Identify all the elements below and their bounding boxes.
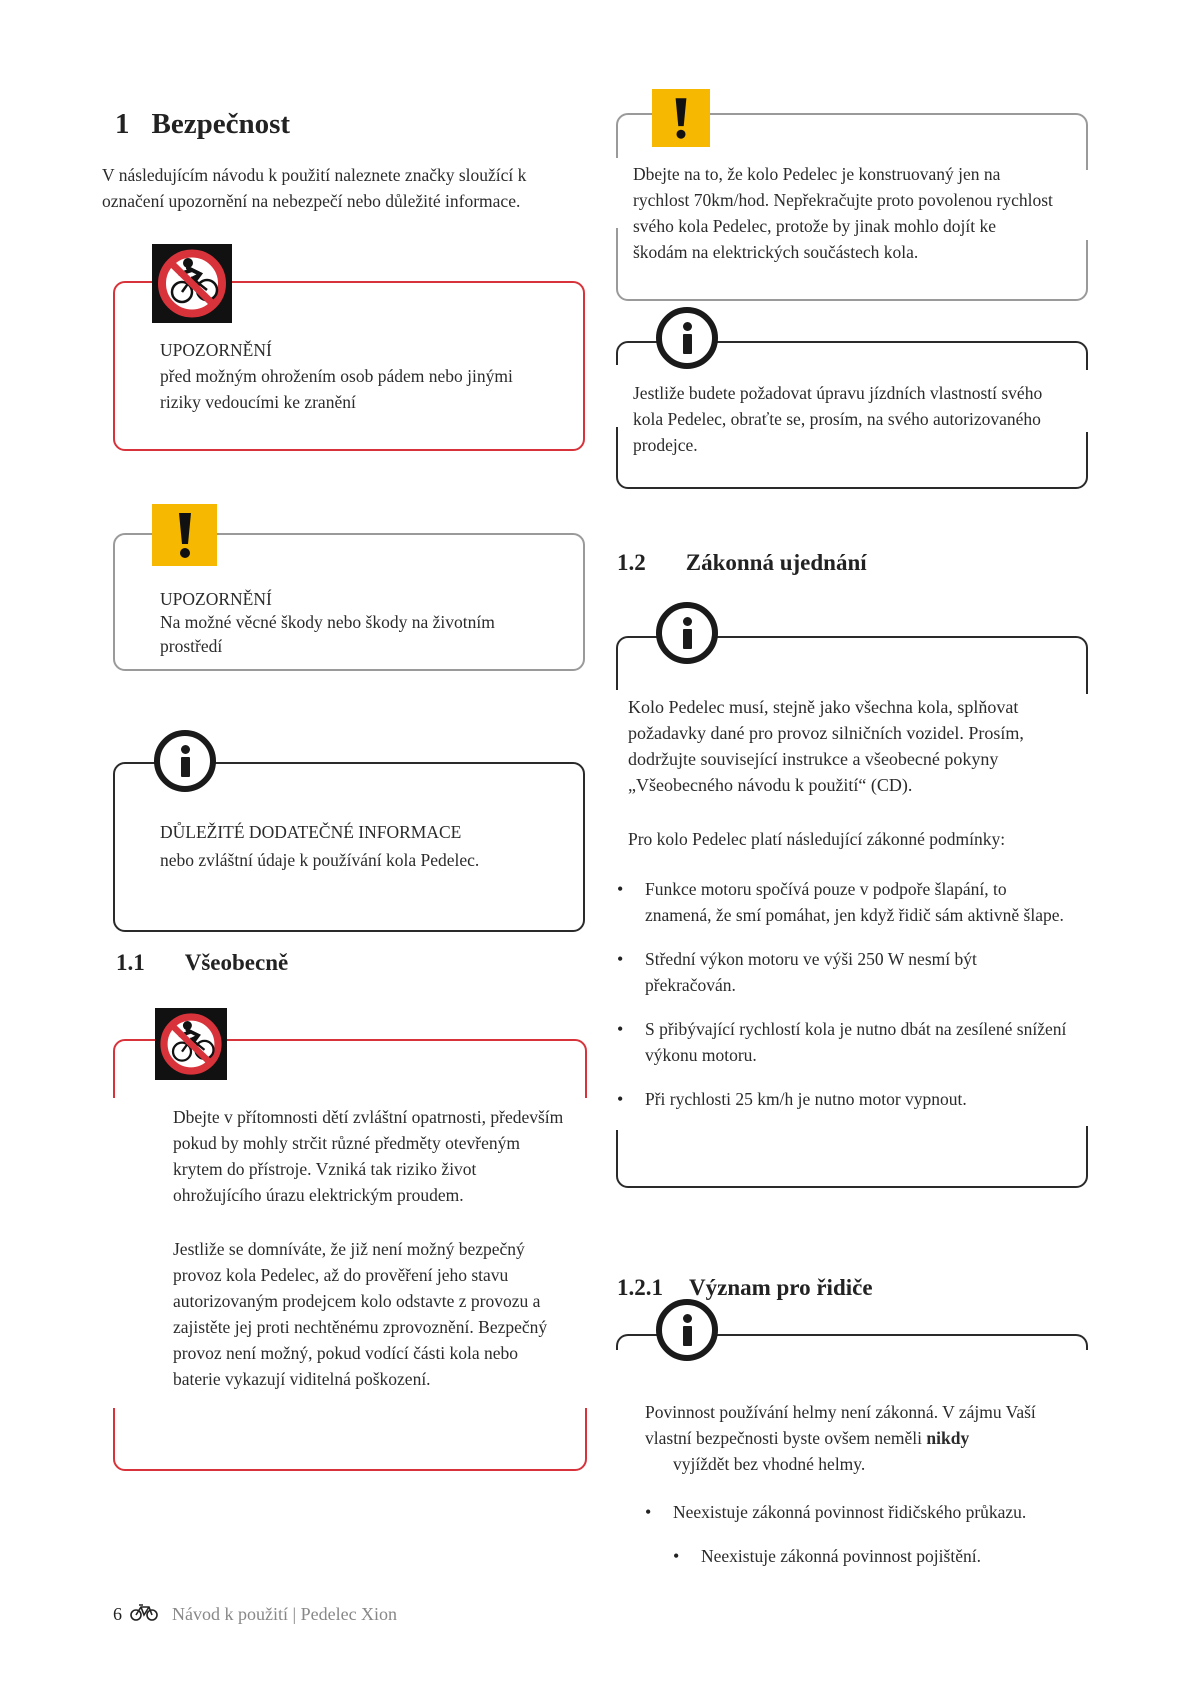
- driver-list-item: • Neexistuje zákonná povinnost řidičského průkazu.: [645, 1499, 1085, 1525]
- speed-box-text: Dbejte na to, že kolo Pedelec je konstruovaný jen na rychlost 70km/hod. Nepřekračujte proto povolenou rychlost svého kola Pedelec, protože by jinak mohlo dojít ke škodám na elektrických součástech kola.: [633, 164, 1053, 262]
- info-box-general-text: nebo zvláštní údaje k používání kola Pedelec.: [160, 850, 480, 870]
- legal-box-paragraph: Kolo Pedelec musí, stejně jako všechna kola, splňovat požadavky dané pro provoz silničních vozidel. Prosím, dodržujte související instrukce a všeobecné pokyny „Všeobecného návodu k použití“ (CD).: [628, 697, 1024, 795]
- legal-condition-item: • Při rychlosti 25 km/h je nutno motor vypnout.: [617, 1086, 1067, 1112]
- dealer-box-text: Jestliže budete požadovat úpravu jízdních vlastností svého kola Pedelec, obraťte se, prosím, na svého autorizovaného prodejce.: [633, 383, 1043, 455]
- footer-page-number: 6: [113, 1604, 122, 1624]
- section-1-intro: V následujícím návodu k použití naleznete značky sloužící k označení upozornění na nebezpečí nebo důležité informace.: [102, 165, 527, 211]
- driver-box-text-bold: nikdy: [926, 1428, 970, 1448]
- section-1-2-title: Zákonná ujednání: [685, 550, 867, 575]
- driver-list-item: • Neexistuje zákonná povinnost pojištění.: [673, 1543, 1085, 1569]
- section-1-2-1-number: 1.2.1: [617, 1275, 663, 1300]
- driver-box-text-after: vyjíždět bez vhodné helmy.: [673, 1454, 866, 1474]
- section-1-1-number: 1.1: [116, 950, 145, 975]
- legal-conditions-list: [617, 876, 1067, 1130]
- no-bicycle-fall-icon: [152, 244, 232, 323]
- no-bicycle-fall-icon: [155, 1008, 227, 1080]
- section-1-title: Bezpečnost: [151, 108, 291, 140]
- info-icon: [656, 307, 718, 369]
- exclamation-warning-icon: [652, 89, 710, 147]
- legal-conditions-intro: Pro kolo Pedelec platí následující zákonné podmínky:: [628, 829, 1006, 849]
- warning-box-property-text: Na možné věcné škody nebo škody na životním prostředí: [160, 612, 495, 656]
- footer: [113, 1603, 397, 1626]
- info-icon: [656, 1299, 718, 1361]
- children-box-paragraph-1: Dbejte v přítomnosti dětí zvláštní opatrnosti, především pokud by mohly strčit různé předměty otevřeným krytem do přístroje. Vzniká tak riziko život ohrožujícího úrazu elektrickým proudem.: [173, 1107, 564, 1205]
- legal-condition-item: • Střední výkon motoru ve výši 250 W nesmí být překračován.: [617, 946, 1067, 998]
- info-icon: [154, 730, 216, 792]
- warning-box-injury-label: UPOZORNĚNÍ: [160, 340, 272, 360]
- driver-list: [645, 1499, 1085, 1587]
- info-box-general-label: DŮLEŽITÉ DODATEČNÉ INFORMACE: [160, 822, 462, 842]
- section-1-2-heading: [617, 550, 867, 576]
- warning-box-injury-text: před možným ohrožením osob pádem nebo jinými riziky vedoucími ke zranění: [160, 366, 513, 412]
- legal-condition-item: • Funkce motoru spočívá pouze v podpoře šlapání, to znamená, že smí pomáhat, jen když řidič sám aktivně šlape.: [617, 876, 1067, 928]
- bicycle-icon: [130, 1603, 158, 1626]
- driver-box-text-before: Povinnost používání helmy není zákonná. V zájmu Vaší vlastní bezpečnosti byste ovšem neměli: [645, 1402, 1036, 1448]
- section-1-1-title: Všeobecně: [184, 950, 289, 975]
- section-1-2-number: 1.2: [617, 550, 646, 575]
- section-1-heading: [115, 108, 290, 141]
- driver-box-text: [645, 1399, 1085, 1477]
- section-1-2-1-title: Význam pro řidiče: [689, 1275, 873, 1300]
- legal-condition-item: • S přibývající rychlostí kola je nutno dbát na zesílené snížení výkonu motoru.: [617, 1016, 1067, 1068]
- section-1-1-heading: [116, 950, 288, 976]
- info-icon: [656, 602, 718, 664]
- warning-box-property-label: UPOZORNĚNÍ: [160, 589, 272, 609]
- footer-text: Návod k použití | Pedelec Xion: [172, 1604, 398, 1624]
- exclamation-warning-icon: [152, 504, 217, 566]
- children-box-paragraph-2: Jestliže se domníváte, že již není možný bezpečný provoz kola Pedelec, až do prověření jeho stavu autorizovaným prodejcem kolo odstavte z provozu a zajistěte jej proti nechtěnému zprovoznění. Bezpečný provoz není možný, pokud vodící části kola nebo baterie vykazují viditelná poškození.: [173, 1239, 548, 1389]
- section-1-2-1-heading: [617, 1275, 873, 1301]
- section-1-number: 1: [115, 108, 130, 140]
